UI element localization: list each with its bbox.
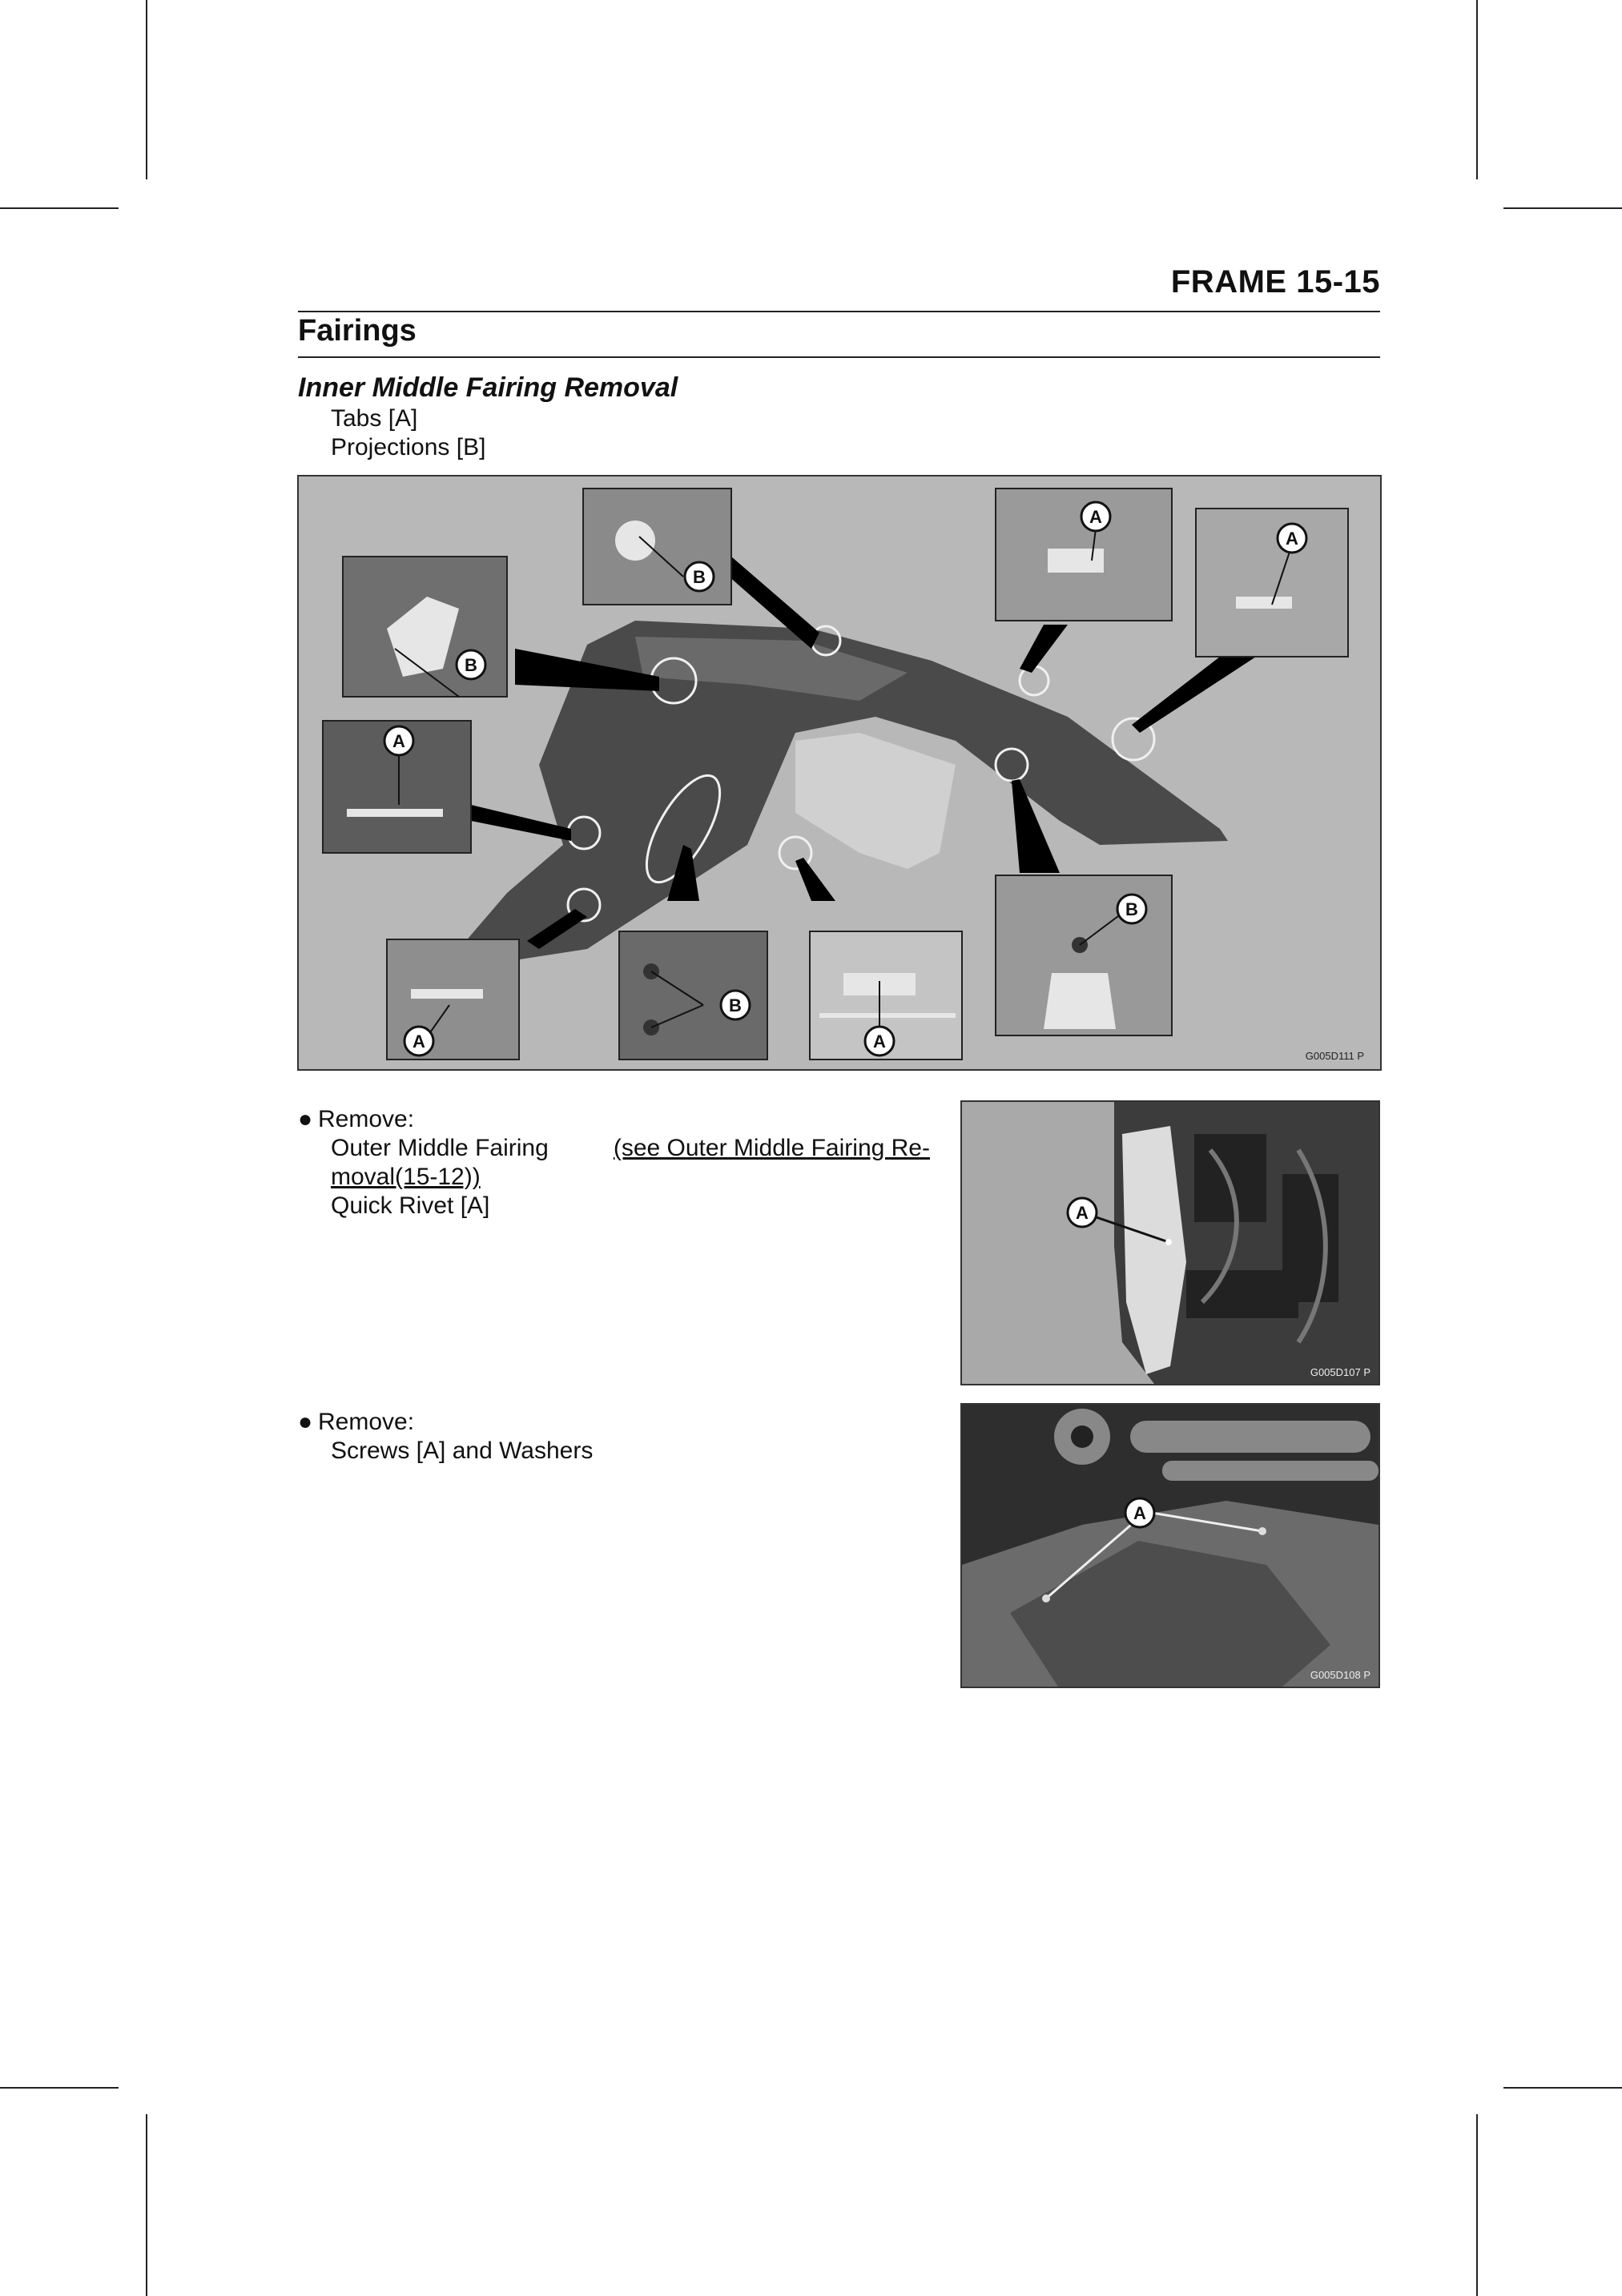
subsection-title: Inner Middle Fairing Removal	[298, 372, 678, 403]
legend-tabs: Tabs [A]	[331, 405, 418, 432]
crop-mark	[1503, 2087, 1622, 2089]
section-title: Fairings	[298, 314, 417, 348]
figure-code: G005D111 P	[1305, 1050, 1364, 1062]
callout-b: B	[1125, 899, 1138, 919]
crop-mark	[1476, 0, 1478, 179]
callout-a: A	[873, 1031, 886, 1051]
step1-item1-link-cont[interactable]: moval(15-12))	[331, 1164, 481, 1190]
callout-b: B	[693, 567, 706, 587]
callout-a: A	[1286, 529, 1298, 549]
step1-action: Remove:	[318, 1106, 415, 1132]
callout-a: A	[392, 731, 405, 751]
figure-screws	[960, 1403, 1380, 1688]
page-reference: FRAME 15-15	[1170, 264, 1380, 300]
step2-action: Remove:	[318, 1409, 415, 1435]
figure-code: G005D107 P	[1310, 1366, 1370, 1378]
crop-mark	[0, 207, 119, 209]
callout-a: A	[1089, 507, 1102, 527]
legend-projections: Projections [B]	[331, 434, 486, 460]
crop-mark	[1503, 207, 1622, 209]
header-rule	[298, 311, 1380, 312]
step1-item1-line	[331, 1134, 930, 1163]
step2-bullet: ●	[298, 1409, 313, 1435]
step1-item1-text: Outer Middle Fairing	[331, 1135, 549, 1161]
callout-a: A	[1076, 1203, 1089, 1223]
step1-item2: Quick Rivet [A]	[331, 1192, 490, 1219]
crop-mark	[146, 2114, 147, 2296]
main-figure	[297, 475, 1382, 1071]
step1-item1-link[interactable]: (see Outer Middle Fairing Re-	[613, 1135, 930, 1161]
callout-a: A	[1133, 1503, 1146, 1523]
crop-mark	[146, 0, 147, 179]
step2-item1: Screws [A] and Washers	[331, 1438, 594, 1464]
figure-code: G005D108 P	[1310, 1669, 1370, 1681]
section-rule	[298, 356, 1380, 358]
callout-a: A	[413, 1031, 425, 1051]
figure-quick-rivet	[960, 1100, 1380, 1385]
callout-b: B	[465, 655, 477, 675]
step1-bullet: ●	[298, 1106, 313, 1132]
callout-b: B	[729, 995, 742, 1015]
crop-mark	[0, 2087, 119, 2089]
crop-mark	[1476, 2114, 1478, 2296]
